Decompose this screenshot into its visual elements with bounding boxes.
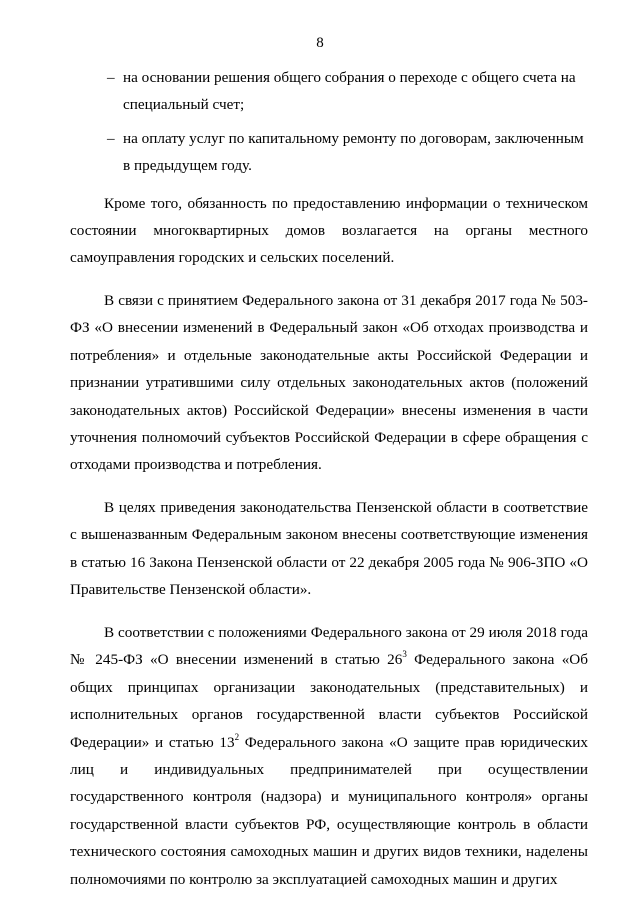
superscript: 3 — [402, 649, 407, 660]
list-item — [70, 125, 588, 180]
list-item-text: на оплату услуг по капитальному ремонту по договорам, заключенным в предыдущем году. — [123, 129, 584, 175]
page-number: 8 — [316, 35, 324, 51]
paragraph-control-law — [70, 619, 588, 893]
paragraph-text: Федерального закона «О защите прав юридических лиц и индивидуальных предпринимателей при осуществлении государственного контроля (надзора) и муниципального контроля» органы государственной власти субъектов РФ, осуществляющие контроль в области технического состояния самоходных машин и других видов техники, наделены полномочиями по контролю за эксплуатацией самоходных машин и других — [70, 733, 588, 888]
paragraph-waste-law: В связи с принятием Федерального закона от 31 декабря 2017 года № 503-ФЗ «О внесении изменений в Федеральный закон «Об отходах производства и потребления» и отдельные законодательные акты Российской Федерации и признании утратившими силу отдельных законодательных актов (положений законодательных актов) Российской Федерации» внесены изменения в части уточнения полномочий субъектов Российской Федерации в сфере обращения с отходами производства и потребления. — [70, 292, 588, 474]
list-dash: – — [107, 69, 115, 86]
list-dash: – — [107, 129, 115, 147]
paragraph-local-government: Кроме того, обязанность по предоставлению информации о техническом состоянии многоквартирных домов возлагается на органы местного самоуправления городских и сельских поселений. — [70, 194, 588, 267]
superscript: 2 — [234, 731, 240, 742]
paragraph-text: Федерального закона «Об общих принципах организации законодательных (представительных) и исполнительных органов государственной власти субъектов Российской Федерации» и статью 13 — [70, 651, 588, 751]
document-body — [70, 64, 588, 908]
list-item — [70, 64, 588, 119]
paragraph-text: В соответствии с положениями Федерального закона от 29 июля 2018 года № 245-ФЗ «О внесении изменений в статью 26 — [70, 623, 588, 669]
list-item-text: на основании решения общего собрания о переходе с общего счета на специальный счет; — [123, 69, 576, 114]
paragraph-penza-law: В целях приведения законодательства Пензенской области в соответствие с вышеназванным Федеральным законом внесены соответствующие изменения в статью 16 Закона Пензенской области от 22 декабря 2005 года № 906-ЗПО «О Правительстве Пензенской области». — [70, 499, 588, 599]
